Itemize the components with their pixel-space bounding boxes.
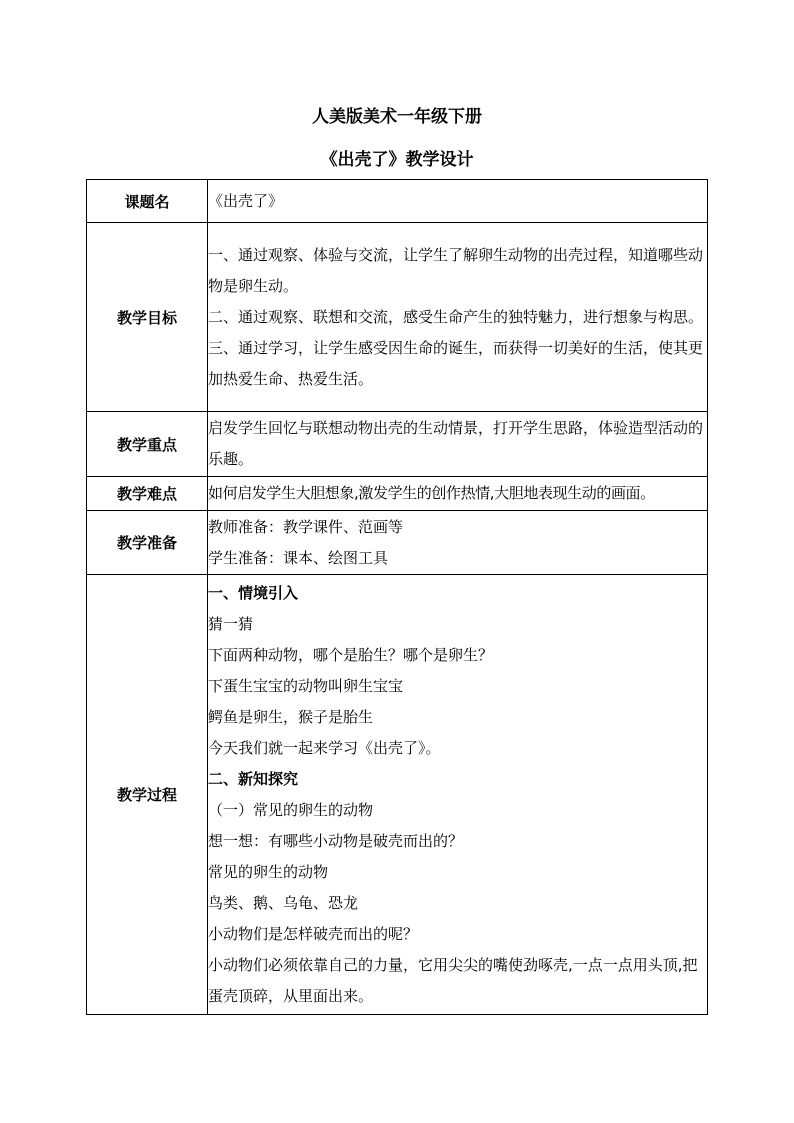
process-content [208, 575, 708, 1015]
process-line: 想一想：有哪些小动物是破壳而出的？ [208, 831, 464, 850]
key-points-label: 教学重点 [87, 412, 208, 477]
process-line: （一）常见的卵生的动物 [208, 800, 374, 819]
preparation-label: 教学准备 [87, 511, 208, 575]
objective-item-3: 三、通过学习，让学生感受因生命的诞生，而获得一切美好的生活，使其更加热爱生命、热爱生活。 [208, 338, 704, 388]
process-label: 教学过程 [87, 575, 208, 1015]
process-line: 小动物们必须依靠自己的力量，它用尖尖的嘴使劲啄壳,一点一点用头顶,把蛋壳顶碎，从里面出来。 [208, 955, 698, 1005]
objective-item-1: 一、通过观察、体验与交流，让学生了解卵生动物的出壳过程，知道哪些动物是卵生动。 [208, 245, 704, 295]
student-preparation: 学生准备：课本、绘图工具 [208, 548, 389, 567]
section-heading-1: 一、情境引入 [208, 583, 299, 602]
objective-item-2: 二、通过观察、联想和交流，感受生命产生的独特魅力，进行想象与构思。 [208, 307, 704, 326]
process-line: 鳄鱼是卵生，猴子是胎生 [208, 707, 374, 726]
process-line: 鸟类、鹅、乌龟、恐龙 [208, 893, 359, 912]
process-line: 下蛋生宝宝的动物叫卵生宝宝 [208, 676, 404, 695]
section-heading-2: 二、新知探究 [208, 769, 299, 788]
objectives-content [208, 223, 708, 412]
teacher-preparation: 教师准备：教学课件、范画等 [208, 517, 404, 536]
table-row-topic [87, 180, 708, 223]
objectives-label: 教学目标 [87, 223, 208, 412]
document-subtitle: 《出壳了》教学设计 [320, 150, 474, 170]
difficulties-content [208, 477, 708, 511]
process-line: 猜一猜 [208, 614, 254, 633]
table-row-process [87, 575, 708, 1015]
process-line: 常见的卵生的动物 [208, 862, 329, 881]
table-row-objectives [87, 223, 708, 412]
table-row-key-points [87, 412, 708, 477]
lesson-plan-table [86, 179, 708, 1015]
process-line: 今天我们就一起来学习《出壳了》。 [208, 738, 441, 757]
preparation-content [208, 511, 708, 575]
difficulties-label: 教学难点 [87, 477, 208, 511]
table-row-difficulties [87, 477, 708, 511]
key-points-text: 启发学生回忆与联想动物出壳的生动情景，打开学生思路，体验造型活动的乐趣。 [208, 419, 704, 468]
process-line: 下面两种动物，哪个是胎生？哪个是卵生？ [208, 645, 494, 664]
table-row-preparation [87, 511, 708, 575]
topic-label: 课题名 [87, 180, 208, 223]
document-title: 人美版美术一年级下册 [312, 107, 482, 127]
key-points-content [208, 412, 708, 477]
topic-value [208, 180, 708, 223]
topic-text: 《出壳了》 [208, 191, 284, 210]
difficulties-text: 如何启发学生大胆想象,激发学生的创作热情,大胆地表现生动的画面。 [208, 484, 655, 502]
process-line: 小动物们是怎样破壳而出的呢？ [208, 924, 419, 943]
